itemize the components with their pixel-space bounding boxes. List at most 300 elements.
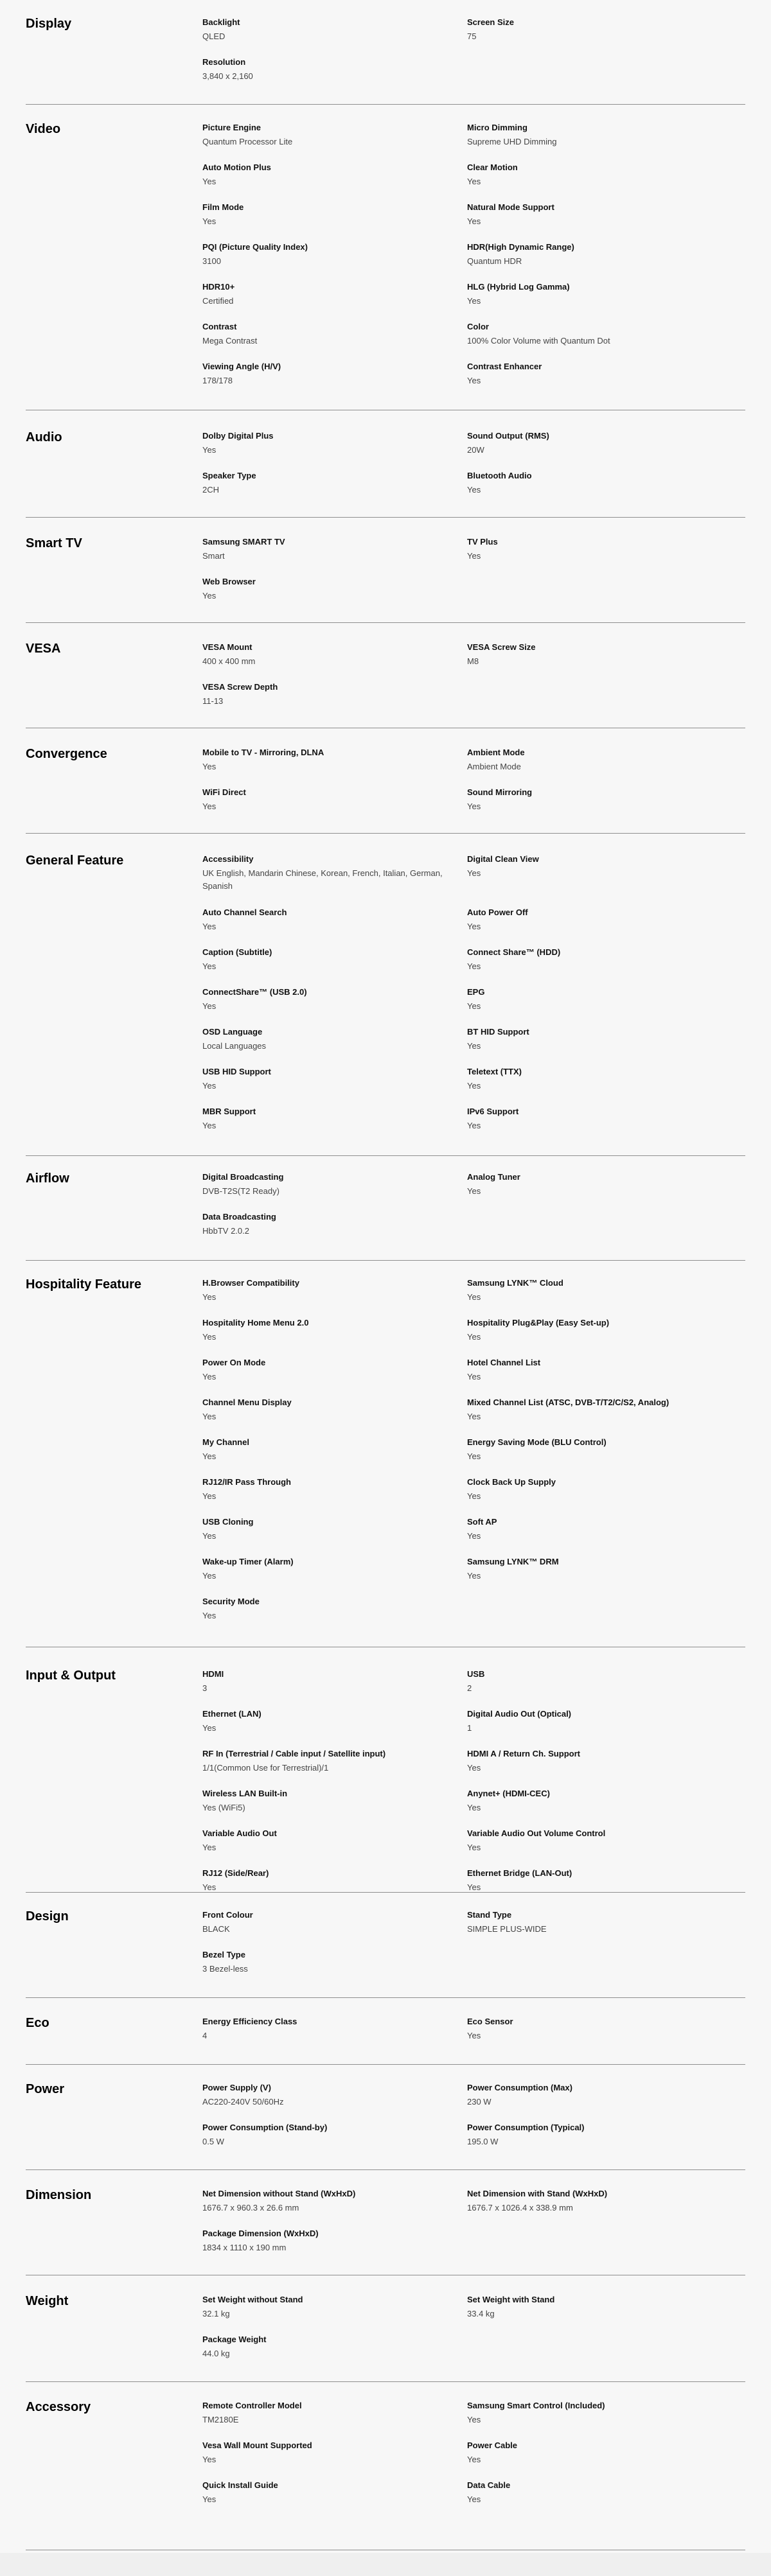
spec-value: Yes xyxy=(202,762,217,771)
spec-label: USB HID Support xyxy=(202,1067,271,1076)
spec-item xyxy=(202,986,447,1013)
spec-item xyxy=(467,2016,711,2042)
spec-label: Quick Install Guide xyxy=(202,2480,278,2490)
spec-item xyxy=(467,947,711,973)
spec-label: EPG xyxy=(467,987,485,997)
spec-value: Yes xyxy=(467,1803,481,1812)
spec-label: HLG (Hybrid Log Gamma) xyxy=(467,282,570,292)
spec-item xyxy=(202,947,447,973)
spec-item xyxy=(467,642,711,668)
spec-label: Screen Size xyxy=(467,17,514,27)
spec-item xyxy=(202,2440,447,2466)
spec-item xyxy=(467,2122,711,2148)
spec-item xyxy=(202,2082,447,2108)
spec-value: Yes xyxy=(202,1412,217,1421)
spec-value: 400 x 400 mm xyxy=(202,656,256,666)
spec-item xyxy=(467,1437,711,1463)
spec-item xyxy=(467,747,711,773)
section-title: Hospitality Feature xyxy=(26,1277,142,1292)
section-title: Weight xyxy=(26,2294,69,2308)
spec-value: Smart xyxy=(202,551,225,561)
spec-value: 0.5 W xyxy=(202,2137,224,2146)
spec-item xyxy=(202,1708,447,1735)
spec-label: Data Broadcasting xyxy=(202,1212,276,1222)
spec-label: HDR10+ xyxy=(202,282,235,292)
spec-value: 75 xyxy=(467,31,477,41)
spec-label: VESA Screw Size xyxy=(467,642,536,652)
spec-label: Energy Efficiency Class xyxy=(202,2017,297,2026)
spec-value: Yes xyxy=(202,1292,217,1302)
spec-label: Contrast Enhancer xyxy=(467,362,542,371)
spec-item xyxy=(202,1106,447,1132)
spec-value: Yes xyxy=(202,591,217,600)
spec-value: Quantum HDR xyxy=(467,256,522,266)
spec-value: Yes xyxy=(202,1121,217,1130)
spec-label: Auto Channel Search xyxy=(202,907,287,917)
spec-value: Yes xyxy=(467,1121,481,1130)
spec-label: Package Weight xyxy=(202,2335,267,2344)
spec-label: RJ12 (Side/Rear) xyxy=(202,1868,269,1878)
spec-item xyxy=(467,1556,711,1582)
spec-label: Connect Share™ (HDD) xyxy=(467,947,561,957)
spec-value: Yes xyxy=(467,296,481,306)
spec-value: TM2180E xyxy=(202,2415,239,2424)
section-title: Smart TV xyxy=(26,536,82,550)
spec-value: 195.0 W xyxy=(467,2137,499,2146)
spec-value: Yes xyxy=(202,1611,217,1620)
spec-value: 1/1(Common Use for Terrestrial)/1 xyxy=(202,1763,329,1773)
spec-value: Yes xyxy=(467,1491,481,1501)
spec-label: Power Supply (V) xyxy=(202,2083,271,2092)
spec-label: Net Dimension with Stand (WxHxD) xyxy=(467,2189,608,2198)
spec-item xyxy=(467,17,711,43)
spec-value: 3,840 x 2,160 xyxy=(202,71,253,81)
spec-value: 32.1 kg xyxy=(202,2309,230,2318)
spec-label: USB xyxy=(467,1669,485,1679)
spec-item xyxy=(467,162,711,188)
spec-label: RJ12/IR Pass Through xyxy=(202,1477,291,1487)
spec-value: 1834 x 1110 x 190 mm xyxy=(202,2243,287,2252)
spec-item xyxy=(467,241,711,268)
spec-item xyxy=(202,2294,447,2320)
section-title: Audio xyxy=(26,430,62,444)
spec-label: HDMI xyxy=(202,1669,224,1679)
spec-item xyxy=(467,1788,711,1814)
spec-value: Yes xyxy=(202,1491,217,1501)
section-title: Eco xyxy=(26,2016,49,2030)
spec-item xyxy=(467,2400,711,2426)
section-divider xyxy=(26,517,745,518)
spec-item xyxy=(202,17,447,43)
spec-label: Accessibility xyxy=(202,854,254,864)
spec-value: Yes xyxy=(202,445,217,455)
spec-label: Picture Engine xyxy=(202,123,261,132)
spec-item xyxy=(202,1556,447,1582)
spec-item xyxy=(202,576,447,602)
spec-item xyxy=(467,1708,711,1735)
spec-label: TV Plus xyxy=(467,537,498,547)
spec-value: Ambient Mode xyxy=(467,762,521,771)
spec-item xyxy=(467,1397,711,1423)
spec-item xyxy=(202,241,447,268)
spec-value: Yes xyxy=(467,216,481,226)
spec-label: Film Mode xyxy=(202,202,244,212)
spec-value: Yes xyxy=(202,1571,217,1581)
section-title: Video xyxy=(26,122,61,136)
spec-label: Hospitality Home Menu 2.0 xyxy=(202,1318,309,1327)
spec-label: Auto Motion Plus xyxy=(202,162,271,172)
spec-label: Ambient Mode xyxy=(467,748,525,757)
spec-value: Mega Contrast xyxy=(202,336,258,346)
section-divider xyxy=(26,2064,745,2065)
spec-item xyxy=(202,122,447,148)
spec-label: Micro Dimming xyxy=(467,123,527,132)
spec-item xyxy=(202,2188,447,2214)
spec-label: Stand Type xyxy=(467,1910,512,1920)
spec-label: Anynet+ (HDMI-CEC) xyxy=(467,1789,550,1798)
spec-label: MBR Support xyxy=(202,1107,256,1116)
spec-item xyxy=(202,1357,447,1383)
section-title: Airflow xyxy=(26,1171,69,1186)
spec-value: 1 xyxy=(467,1723,472,1733)
spec-value: Yes xyxy=(467,376,481,385)
spec-label: RF In (Terrestrial / Cable input / Satellite input) xyxy=(202,1749,386,1758)
section-divider xyxy=(26,1155,745,1156)
spec-label: PQI (Picture Quality Index) xyxy=(202,242,308,252)
spec-value: Local Languages xyxy=(202,1041,267,1051)
spec-item xyxy=(467,1828,711,1854)
spec-value: Yes xyxy=(467,1571,481,1581)
spec-label: Digital Broadcasting xyxy=(202,1172,284,1182)
spec-item xyxy=(467,787,711,813)
spec-item xyxy=(467,1748,711,1774)
spec-label: Net Dimension without Stand (WxHxD) xyxy=(202,2189,356,2198)
spec-label: Eco Sensor xyxy=(467,2017,513,2026)
section-divider xyxy=(26,2381,745,2382)
spec-value: UK English, Mandarin Chinese, Korean, French, Italian, German, Spanish xyxy=(202,868,443,891)
spec-value: 3100 xyxy=(202,256,221,266)
spec-value: Yes xyxy=(202,1531,217,1541)
spec-value: Yes xyxy=(202,2455,217,2464)
spec-item xyxy=(202,536,447,563)
spec-label: Clock Back Up Supply xyxy=(467,1477,556,1487)
spec-value: Yes xyxy=(467,1001,481,1011)
spec-label: Package Dimension (WxHxD) xyxy=(202,2229,319,2238)
spec-item xyxy=(467,536,711,563)
spec-item xyxy=(202,1317,447,1344)
spec-value: 3 xyxy=(202,1683,208,1693)
spec-value: 1676.7 x 960.3 x 26.6 mm xyxy=(202,2203,299,2212)
spec-item xyxy=(202,2122,447,2148)
spec-value: 44.0 kg xyxy=(202,2349,230,2358)
section-title: VESA xyxy=(26,642,61,656)
spec-item xyxy=(467,1909,711,1936)
spec-label: Web Browser xyxy=(202,577,256,586)
spec-item xyxy=(467,907,711,933)
spec-value: 3 Bezel-less xyxy=(202,1964,248,1974)
spec-value: Yes xyxy=(467,1843,481,1852)
spec-label: Wireless LAN Built-in xyxy=(202,1789,288,1798)
spec-item xyxy=(467,361,711,387)
spec-label: Mobile to TV - Mirroring, DLNA xyxy=(202,748,324,757)
spec-value: Yes xyxy=(467,1332,481,1342)
spec-label: Bezel Type xyxy=(202,1950,245,1959)
spec-value: Yes xyxy=(467,961,481,971)
spec-label: My Channel xyxy=(202,1437,249,1447)
spec-label: H.Browser Compatibility xyxy=(202,1278,299,1288)
spec-value: Yes xyxy=(202,1001,217,1011)
spec-item xyxy=(202,1171,447,1198)
spec-label: HDR(High Dynamic Range) xyxy=(467,242,574,252)
spec-item xyxy=(202,1748,447,1774)
spec-item xyxy=(467,1357,711,1383)
spec-value: Yes xyxy=(467,1412,481,1421)
spec-item xyxy=(467,122,711,148)
section-title: Dimension xyxy=(26,2188,92,2202)
spec-item xyxy=(202,1211,447,1238)
spec-item xyxy=(202,162,447,188)
spec-value: 2CH xyxy=(202,485,220,495)
spec-item xyxy=(467,2440,711,2466)
spec-value: Yes xyxy=(467,177,481,186)
spec-value: Yes xyxy=(202,802,217,811)
spec-item xyxy=(202,1868,447,1894)
spec-value: 2 xyxy=(467,1683,472,1693)
section-divider xyxy=(26,622,745,623)
spec-item xyxy=(202,2334,447,2360)
spec-item xyxy=(202,2480,447,2506)
spec-value: Yes xyxy=(467,1372,481,1381)
spec-item xyxy=(202,1949,447,1976)
spec-label: Teletext (TTX) xyxy=(467,1067,522,1076)
spec-item xyxy=(467,1277,711,1304)
spec-item xyxy=(202,747,447,773)
spec-label: VESA Mount xyxy=(202,642,253,652)
spec-value: 230 W xyxy=(467,2097,492,2107)
spec-value: Yes xyxy=(202,2494,217,2504)
spec-label: Hotel Channel List xyxy=(467,1358,541,1367)
spec-label: Front Colour xyxy=(202,1910,253,1920)
spec-value: Yes xyxy=(467,2494,481,2504)
spec-item xyxy=(202,202,447,228)
spec-item xyxy=(467,1476,711,1503)
spec-item xyxy=(467,2188,711,2214)
spec-value: HbbTV 2.0.2 xyxy=(202,1226,249,1236)
spec-label: Remote Controller Model xyxy=(202,2401,302,2410)
spec-item xyxy=(467,1516,711,1543)
spec-value: Yes xyxy=(467,802,481,811)
spec-item xyxy=(202,2228,447,2254)
spec-item xyxy=(202,361,447,387)
spec-label: Energy Saving Mode (BLU Control) xyxy=(467,1437,607,1447)
spec-label: Power Consumption (Typical) xyxy=(467,2123,585,2132)
spec-label: Caption (Subtitle) xyxy=(202,947,272,957)
spec-value: Yes xyxy=(467,2415,481,2424)
spec-label: Natural Mode Support xyxy=(467,202,554,212)
spec-item xyxy=(467,2480,711,2506)
spec-value: Yes xyxy=(202,1882,217,1892)
spec-label: Ethernet (LAN) xyxy=(202,1709,261,1719)
spec-item xyxy=(202,642,447,668)
spec-label: Data Cable xyxy=(467,2480,511,2490)
spec-value: AC220-240V 50/60Hz xyxy=(202,2097,284,2107)
spec-item xyxy=(202,1669,447,1695)
spec-label: Channel Menu Display xyxy=(202,1398,292,1407)
spec-value: Yes xyxy=(467,1081,481,1091)
spec-label: Set Weight without Stand xyxy=(202,2295,303,2304)
spec-item xyxy=(202,2016,447,2042)
spec-value: QLED xyxy=(202,31,226,41)
spec-value: Yes xyxy=(202,1723,217,1733)
spec-label: Security Mode xyxy=(202,1597,260,1606)
spec-value: Yes (WiFi5) xyxy=(202,1803,245,1812)
spec-label: Backlight xyxy=(202,17,240,27)
spec-label: Dolby Digital Plus xyxy=(202,431,274,441)
section-divider xyxy=(26,1892,745,1893)
spec-item xyxy=(467,2294,711,2320)
spec-label: Samsung LYNK™ Cloud xyxy=(467,1278,563,1288)
spec-value: Yes xyxy=(202,1372,217,1381)
spec-label: Power Consumption (Max) xyxy=(467,2083,572,2092)
spec-item xyxy=(202,2400,447,2426)
spec-label: Variable Audio Out xyxy=(202,1828,277,1838)
spec-label: Ethernet Bridge (LAN-Out) xyxy=(467,1868,572,1878)
spec-item xyxy=(202,1066,447,1092)
spec-label: Color xyxy=(467,322,489,331)
spec-item xyxy=(467,470,711,496)
section-divider xyxy=(26,833,745,834)
section-divider xyxy=(26,104,745,105)
spec-item xyxy=(467,2082,711,2108)
spec-label: Speaker Type xyxy=(202,471,256,480)
spec-label: Mixed Channel List (ATSC, DVB-T/T2/C/S2, Analog) xyxy=(467,1398,669,1407)
spec-label: Contrast xyxy=(202,322,237,331)
spec-item xyxy=(467,1066,711,1092)
spec-item xyxy=(202,321,447,347)
spec-label: Wake-up Timer (Alarm) xyxy=(202,1557,294,1566)
spec-item xyxy=(202,1788,447,1814)
spec-item xyxy=(202,1026,447,1053)
spec-value: Yes xyxy=(467,1451,481,1461)
spec-label: Clear Motion xyxy=(467,162,518,172)
spec-value: Yes xyxy=(467,1531,481,1541)
spec-item xyxy=(202,1828,447,1854)
section-divider xyxy=(26,1997,745,1998)
spec-label: Auto Power Off xyxy=(467,907,528,917)
spec-item xyxy=(202,1437,447,1463)
spec-label: Hospitality Plug&Play (Easy Set-up) xyxy=(467,1318,610,1327)
spec-value: DVB-T2S(T2 Ready) xyxy=(202,1186,279,1196)
spec-value: Yes xyxy=(202,922,217,931)
spec-value: Yes xyxy=(467,2031,481,2040)
spec-value: 100% Color Volume with Quantum Dot xyxy=(467,336,610,346)
spec-value: Yes xyxy=(467,1763,481,1773)
section-title: Design xyxy=(26,1909,69,1923)
spec-item xyxy=(202,681,447,708)
spec-item xyxy=(202,1397,447,1423)
spec-item xyxy=(202,1476,447,1503)
spec-value: Quantum Processor Lite xyxy=(202,137,293,146)
spec-label: Samsung SMART TV xyxy=(202,537,285,547)
spec-value: Yes xyxy=(202,216,217,226)
spec-label: USB Cloning xyxy=(202,1517,254,1527)
spec-value: SIMPLE PLUS-WIDE xyxy=(467,1924,547,1934)
spec-label: VESA Screw Depth xyxy=(202,682,278,692)
spec-item xyxy=(202,907,447,933)
spec-value: 33.4 kg xyxy=(467,2309,495,2318)
page-footer-band xyxy=(0,2553,771,2576)
spec-label: Power Cable xyxy=(467,2440,518,2450)
spec-item xyxy=(202,1909,447,1936)
section-divider xyxy=(26,2169,745,2170)
spec-value: Certified xyxy=(202,296,234,306)
spec-label: ConnectShare™ (USB 2.0) xyxy=(202,987,307,997)
section-title: Input & Output xyxy=(26,1669,116,1683)
spec-item xyxy=(467,1868,711,1894)
spec-label: Digital Clean View xyxy=(467,854,539,864)
spec-label: Resolution xyxy=(202,57,246,67)
spec-label: BT HID Support xyxy=(467,1027,529,1037)
spec-item xyxy=(467,1171,711,1198)
spec-value: Yes xyxy=(202,1332,217,1342)
spec-value: 1676.7 x 1026.4 x 338.9 mm xyxy=(467,2203,573,2212)
spec-item xyxy=(467,281,711,308)
spec-item xyxy=(202,1516,447,1543)
spec-item xyxy=(202,854,447,893)
spec-item xyxy=(202,470,447,496)
spec-item xyxy=(467,1026,711,1053)
spec-value: Yes xyxy=(467,485,481,495)
spec-item xyxy=(202,1277,447,1304)
spec-label: Sound Output (RMS) xyxy=(467,431,549,441)
spec-label: Soft AP xyxy=(467,1517,497,1527)
spec-label: Viewing Angle (H/V) xyxy=(202,362,281,371)
spec-item xyxy=(467,430,711,457)
spec-item xyxy=(467,1106,711,1132)
spec-label: Power Consumption (Stand-by) xyxy=(202,2123,328,2132)
spec-value: Yes xyxy=(467,1041,481,1051)
spec-item xyxy=(467,1669,711,1695)
spec-item xyxy=(202,281,447,308)
spec-item xyxy=(467,1317,711,1344)
spec-value: 178/178 xyxy=(202,376,233,385)
section-title: Convergence xyxy=(26,747,107,761)
spec-value: Yes xyxy=(467,1882,481,1892)
spec-value: 11-13 xyxy=(202,696,224,706)
spec-value: Yes xyxy=(202,1081,217,1091)
spec-label: HDMI A / Return Ch. Support xyxy=(467,1749,580,1758)
spec-value: Yes xyxy=(202,177,217,186)
spec-value: Yes xyxy=(467,922,481,931)
section-title: Power xyxy=(26,2082,65,2096)
spec-label: Samsung LYNK™ DRM xyxy=(467,1557,559,1566)
section-title: General Feature xyxy=(26,854,124,868)
spec-value: Yes xyxy=(467,1292,481,1302)
spec-label: Sound Mirroring xyxy=(467,787,533,797)
spec-value: 20W xyxy=(467,445,484,455)
spec-item xyxy=(467,986,711,1013)
spec-label: Power On Mode xyxy=(202,1358,266,1367)
spec-item xyxy=(202,787,447,813)
spec-value: BLACK xyxy=(202,1924,230,1934)
spec-item xyxy=(467,202,711,228)
spec-value: Yes xyxy=(467,868,481,878)
spec-value: Yes xyxy=(467,2455,481,2464)
spec-value: Yes xyxy=(467,1186,481,1196)
spec-value: Yes xyxy=(202,1451,217,1461)
spec-label: WiFi Direct xyxy=(202,787,246,797)
spec-item xyxy=(202,430,447,457)
